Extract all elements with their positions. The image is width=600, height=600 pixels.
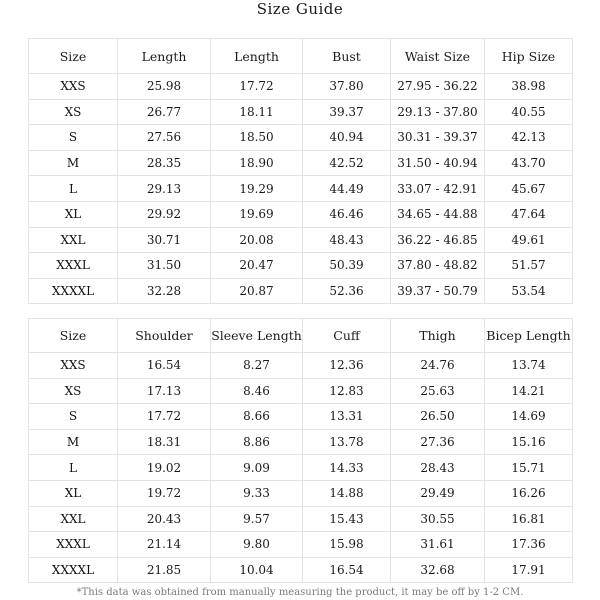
measurement-cell: 31.50 - 40.94 (391, 150, 485, 176)
measurement-cell: 40.55 (485, 99, 573, 125)
measurement-cell: 12.83 (303, 378, 391, 404)
table-row (29, 125, 573, 151)
column-header: Length (211, 39, 303, 74)
measurement-cell: 17.72 (211, 74, 303, 100)
measurement-cell: 9.33 (211, 480, 303, 506)
measurement-cell: 30.55 (391, 506, 485, 532)
measurement-cell: 26.77 (118, 99, 211, 125)
column-header: Sleeve Length (211, 319, 303, 353)
measurement-cell: 15.16 (485, 429, 573, 455)
measurement-cell: 9.80 (211, 532, 303, 558)
column-header: Size (29, 39, 118, 74)
size-cell: XXL (29, 506, 118, 532)
measurement-cell: 20.08 (211, 227, 303, 253)
table-row (29, 429, 573, 455)
size-cell: XS (29, 99, 118, 125)
measurement-cell: 29.13 (118, 176, 211, 202)
measurement-cell: 14.69 (485, 404, 573, 430)
measurement-cell: 16.54 (118, 353, 211, 379)
measurement-cell: 13.74 (485, 353, 573, 379)
measurement-footnote: *This data was obtained from manually measuring the product, it may be off by 1-2 CM. (76, 587, 524, 598)
table-header-row (29, 39, 573, 74)
measurement-cell: 52.36 (303, 278, 391, 304)
measurement-cell: 21.85 (118, 557, 211, 583)
table-row (29, 74, 573, 100)
size-cell: XXS (29, 353, 118, 379)
measurement-cell: 50.39 (303, 253, 391, 279)
measurement-cell: 48.43 (303, 227, 391, 253)
measurement-cell: 17.13 (118, 378, 211, 404)
measurement-cell: 20.43 (118, 506, 211, 532)
table-row (29, 404, 573, 430)
measurement-cell: 16.54 (303, 557, 391, 583)
column-header: Thigh (391, 319, 485, 353)
page-title: Size Guide (256, 0, 344, 18)
measurement-cell: 45.67 (485, 176, 573, 202)
table-row (29, 278, 573, 304)
measurement-cell: 10.04 (211, 557, 303, 583)
size-cell: M (29, 150, 118, 176)
measurement-cell: 19.02 (118, 455, 211, 481)
measurement-cell: 30.31 - 39.37 (391, 125, 485, 151)
measurement-cell: 25.63 (391, 378, 485, 404)
size-cell: XS (29, 378, 118, 404)
measurement-cell: 31.50 (118, 253, 211, 279)
table-row (29, 455, 573, 481)
table-row (29, 99, 573, 125)
measurement-cell: 18.31 (118, 429, 211, 455)
table-row (29, 480, 573, 506)
measurement-cell: 27.36 (391, 429, 485, 455)
size-table-bottom (28, 318, 573, 583)
measurement-cell: 16.26 (485, 480, 573, 506)
measurement-cell: 16.81 (485, 506, 573, 532)
size-cell: XXXXL (29, 557, 118, 583)
measurement-cell: 8.66 (211, 404, 303, 430)
measurement-cell: 18.11 (211, 99, 303, 125)
measurement-cell: 27.95 - 36.22 (391, 74, 485, 100)
measurement-cell: 27.56 (118, 125, 211, 151)
measurement-cell: 21.14 (118, 532, 211, 558)
measurement-cell: 49.61 (485, 227, 573, 253)
table-row (29, 227, 573, 253)
measurement-cell: 17.91 (485, 557, 573, 583)
measurement-cell: 15.71 (485, 455, 573, 481)
measurement-cell: 29.49 (391, 480, 485, 506)
column-header: Hip Size (485, 39, 573, 74)
measurement-cell: 13.31 (303, 404, 391, 430)
table-row (29, 253, 573, 279)
measurement-cell: 14.33 (303, 455, 391, 481)
size-cell: L (29, 455, 118, 481)
measurement-cell: 39.37 (303, 99, 391, 125)
size-cell: M (29, 429, 118, 455)
measurement-cell: 43.70 (485, 150, 573, 176)
table-row (29, 378, 573, 404)
measurement-cell: 13.78 (303, 429, 391, 455)
table-row (29, 201, 573, 227)
measurement-cell: 31.61 (391, 532, 485, 558)
column-header: Waist Size (391, 39, 485, 74)
measurement-cell: 25.98 (118, 74, 211, 100)
size-table-top (28, 38, 573, 304)
measurement-cell: 9.57 (211, 506, 303, 532)
table-row (29, 353, 573, 379)
measurement-cell: 29.92 (118, 201, 211, 227)
size-cell: XXXL (29, 253, 118, 279)
size-cell: XXXL (29, 532, 118, 558)
measurement-cell: 12.36 (303, 353, 391, 379)
measurement-cell: 42.13 (485, 125, 573, 151)
measurement-cell: 32.28 (118, 278, 211, 304)
table-header-row (29, 319, 573, 353)
measurement-cell: 33.07 - 42.91 (391, 176, 485, 202)
measurement-cell: 15.43 (303, 506, 391, 532)
size-cell: XL (29, 480, 118, 506)
measurement-cell: 34.65 - 44.88 (391, 201, 485, 227)
measurement-cell: 42.52 (303, 150, 391, 176)
column-header: Bust (303, 39, 391, 74)
column-header: Shoulder (118, 319, 211, 353)
measurement-cell: 8.46 (211, 378, 303, 404)
table-row (29, 150, 573, 176)
measurement-cell: 53.54 (485, 278, 573, 304)
measurement-cell: 14.21 (485, 378, 573, 404)
measurement-cell: 29.13 - 37.80 (391, 99, 485, 125)
measurement-cell: 26.50 (391, 404, 485, 430)
table-row (29, 506, 573, 532)
measurement-cell: 24.76 (391, 353, 485, 379)
measurement-cell: 20.87 (211, 278, 303, 304)
measurement-cell: 32.68 (391, 557, 485, 583)
table-row (29, 532, 573, 558)
measurement-cell: 8.27 (211, 353, 303, 379)
size-cell: XL (29, 201, 118, 227)
measurement-cell: 8.86 (211, 429, 303, 455)
measurement-cell: 28.43 (391, 455, 485, 481)
measurement-cell: 19.69 (211, 201, 303, 227)
measurement-cell: 39.37 - 50.79 (391, 278, 485, 304)
size-cell: XXL (29, 227, 118, 253)
table-row (29, 557, 573, 583)
measurement-cell: 17.72 (118, 404, 211, 430)
measurement-cell: 46.46 (303, 201, 391, 227)
measurement-cell: 44.49 (303, 176, 391, 202)
column-header: Length (118, 39, 211, 74)
table-row (29, 176, 573, 202)
measurement-cell: 30.71 (118, 227, 211, 253)
measurement-cell: 38.98 (485, 74, 573, 100)
column-header: Cuff (303, 319, 391, 353)
size-cell: XXS (29, 74, 118, 100)
measurement-cell: 9.09 (211, 455, 303, 481)
column-header: Bicep Length (485, 319, 573, 353)
size-cell: L (29, 176, 118, 202)
measurement-cell: 15.98 (303, 532, 391, 558)
measurement-cell: 19.29 (211, 176, 303, 202)
size-cell: S (29, 125, 118, 151)
measurement-cell: 20.47 (211, 253, 303, 279)
measurement-cell: 40.94 (303, 125, 391, 151)
measurement-cell: 47.64 (485, 201, 573, 227)
measurement-cell: 18.90 (211, 150, 303, 176)
measurement-cell: 18.50 (211, 125, 303, 151)
measurement-cell: 19.72 (118, 480, 211, 506)
measurement-cell: 51.57 (485, 253, 573, 279)
measurement-cell: 37.80 (303, 74, 391, 100)
size-cell: XXXXL (29, 278, 118, 304)
measurement-cell: 37.80 - 48.82 (391, 253, 485, 279)
measurement-cell: 36.22 - 46.85 (391, 227, 485, 253)
size-cell: S (29, 404, 118, 430)
column-header: Size (29, 319, 118, 353)
measurement-cell: 28.35 (118, 150, 211, 176)
measurement-cell: 14.88 (303, 480, 391, 506)
measurement-cell: 17.36 (485, 532, 573, 558)
